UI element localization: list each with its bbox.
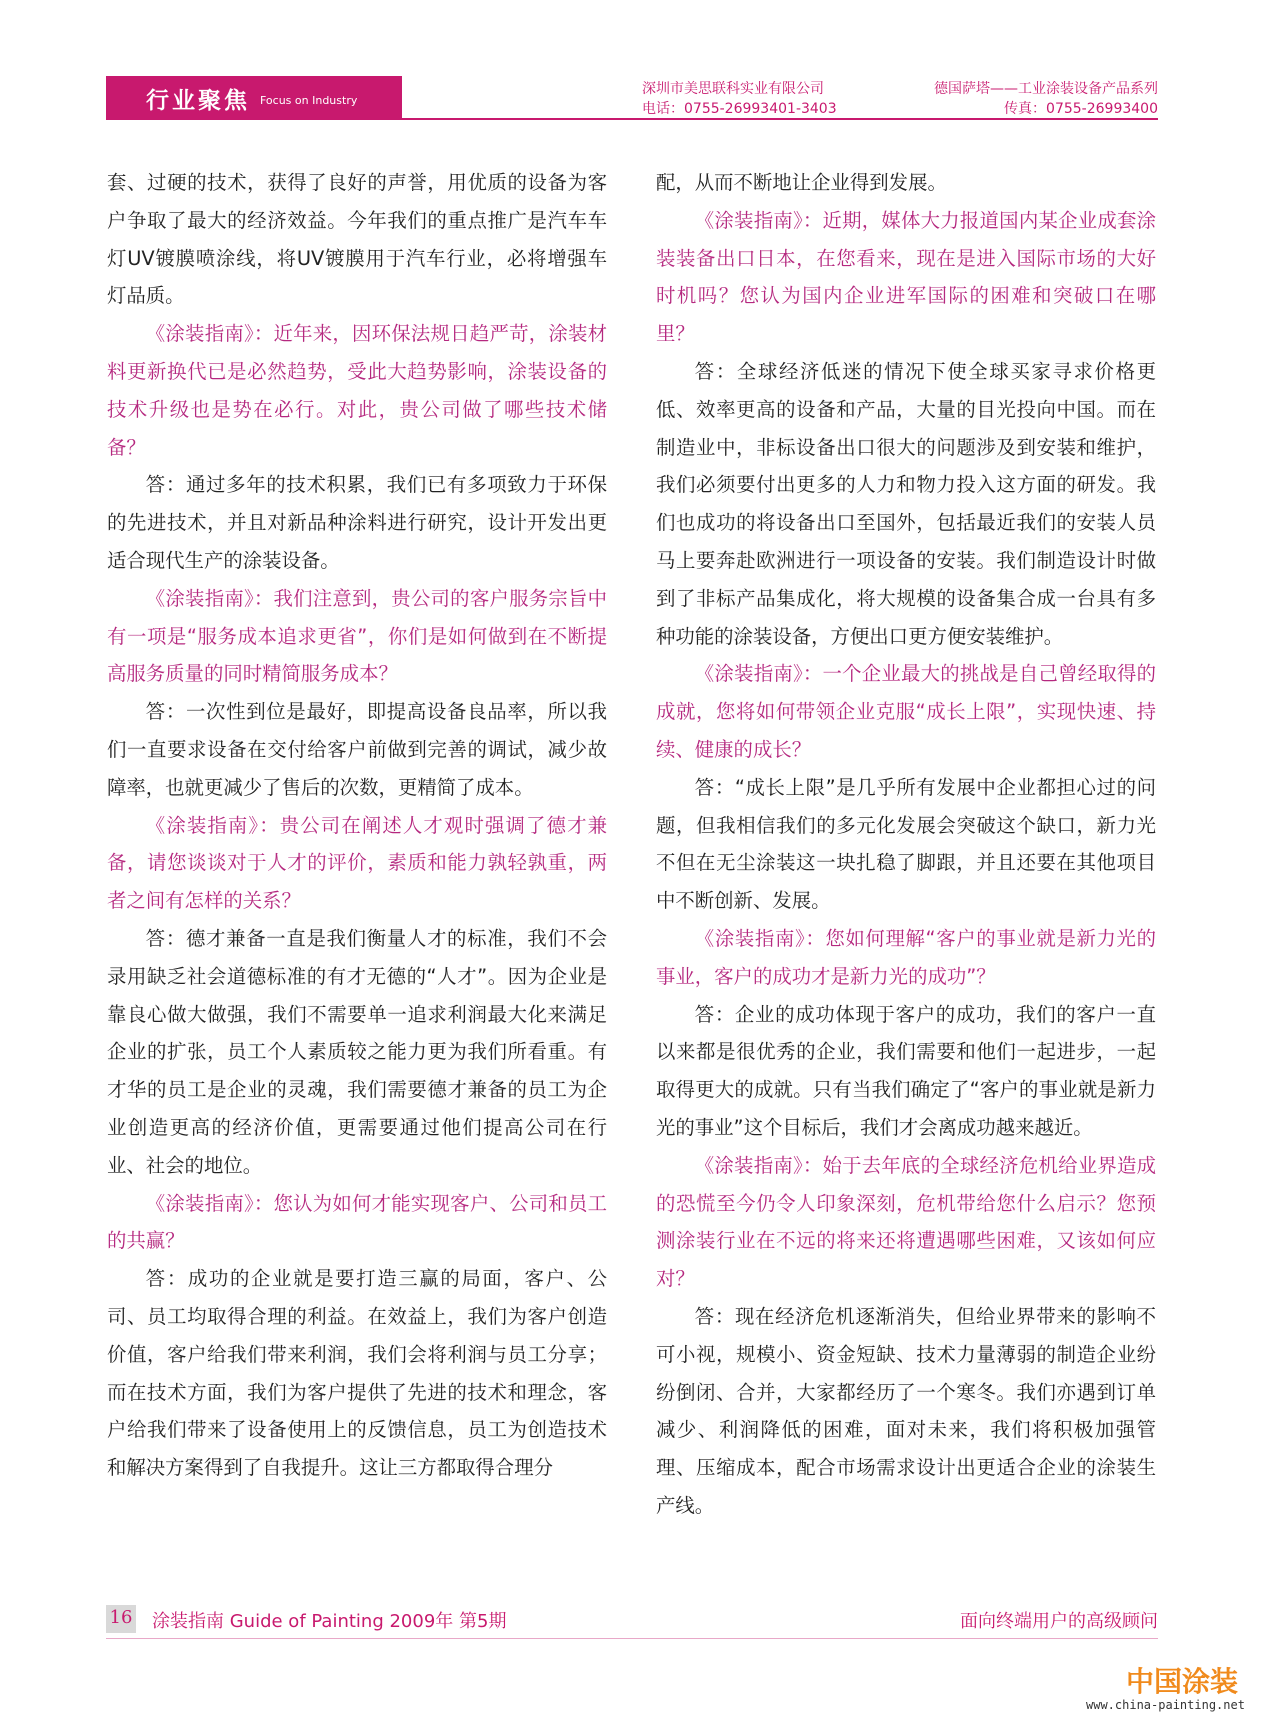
question-paragraph: 《涂装指南》：您如何理解“客户的事业就是新力光的事业，客户的成功才是新力光的成功”？ xyxy=(656,926,1156,988)
answer-paragraph: 答：通过多年的技术积累，我们已有多项致力于环保的先进技术，并且对新品种涂料进行研究，设计开发出更适合现代生产的涂装设备。 xyxy=(107,473,607,572)
company-name: 深圳市美思联科实业有限公司 xyxy=(642,81,824,97)
footer-slogan: 面向终端用户的高级顾问 xyxy=(960,1611,1158,1632)
answer-paragraph: 答：成功的企业就是要打造三赢的局面，客户、公司、员工均取得合理的利益。在效益上，我们为客户创造价值，客户给我们带来利润，我们会将利润与员工分享；而在技术方面，我们为客户提供了先进的技术和理念，客户给我们带来了设备使用上的反馈信息，员工为创造技术和解决方案得到了自我提升。这让三方都取得合理分 xyxy=(107,1267,607,1480)
left-column xyxy=(107,164,607,1487)
section-title: 行业聚焦 xyxy=(146,87,250,114)
paragraph: 套、过硬的技术，获得了良好的声誉，用优质的设备为客户争取了最大的经济效益。今年我们的重点推广是汽车车灯UV镀膜喷涂线，将UV镀膜用于汽车行业，必将增强车灯品质。 xyxy=(107,171,607,308)
watermark-url: www.china-painting.net xyxy=(1086,1698,1245,1712)
answer-paragraph: 答：德才兼备一直是我们衡量人才的标准，我们不会录用缺乏社会道德标准的有才无德的“人才”。因为企业是靠良心做大做强，我们不需要单一追求利润最大化来满足企业的扩张，员工个人素质较之能力更为我们所看重。有才华的员工是企业的灵魂，我们需要德才兼备的员工为企业创造更高的经济价值，更需要通过他们提高公司在行业、社会的地位。 xyxy=(107,926,607,1177)
product-line: 德国萨塔——工业涂装设备产品系列 xyxy=(934,81,1158,97)
answer-paragraph: 答：企业的成功体现于客户的成功，我们的客户一直以来都是很优秀的企业，我们需要和他们一起进步，一起取得更大的成就。只有当我们确定了“客户的事业就是新力光的事业”这个目标后，我们才会离成功越来越近。 xyxy=(656,1002,1156,1139)
question-paragraph: 《涂装指南》：我们注意到，贵公司的客户服务宗旨中有一项是“服务成本追求更省”，你们是如何做到在不断提高服务质量的同时精简服务成本？ xyxy=(107,586,607,686)
question-paragraph: 《涂装指南》：您认为如何才能实现客户、公司和员工的共赢？ xyxy=(107,1191,607,1253)
footer-rule xyxy=(106,1638,1158,1639)
right-column xyxy=(656,164,1156,1525)
page-number: 16 xyxy=(109,1607,133,1628)
journal-title: 涂装指南 Guide of Painting 2009年 第5期 xyxy=(152,1611,507,1632)
answer-paragraph: 答：现在经济危机逐渐消失，但给业界带来的影响不可小视，规模小、资金短缺、技术力量薄弱的制造企业纷纷倒闭、合并，大家都经历了一个寒冬。我们亦遇到订单减少、利润降低的困难，面对未来，我们将积极加强管理、压缩成本，配合市场需求设计出更适合企业的涂装生产线。 xyxy=(656,1304,1156,1517)
question-paragraph: 《涂装指南》：始于去年底的全球经济危机给业界造成的恐慌至今仍令人印象深刻，危机带给您什么启示？您预测涂装行业在不远的将来还将遭遇哪些困难，又该如何应对？ xyxy=(656,1153,1156,1291)
answer-paragraph: 答：“成长上限”是几乎所有发展中企业都担心过的问题，但我相信我们的多元化发展会突破这个缺口，新力光不但在无尘涂装这一块扎稳了脚跟，并且还要在其他项目中不断创新、发展。 xyxy=(656,775,1156,913)
question-paragraph: 《涂装指南》：近期，媒体大力报道国内某企业成套涂装装备出口日本，在您看来，现在是进入国际市场的大好时机吗？您认为国内企业进军国际的困难和突破口在哪里？ xyxy=(656,208,1156,346)
question-paragraph: 《涂装指南》：贵公司在阐述人才观时强调了德才兼备，请您谈谈对于人才的评价，素质和能力孰轻孰重，两者之间有怎样的关系？ xyxy=(107,813,607,913)
watermark-brand: 中国涂装 xyxy=(1126,1665,1239,1698)
company-phone: 电话：0755-26993401-3403 xyxy=(642,101,837,117)
question-paragraph: 《涂装指南》：近年来，因环保法规日趋严苛，涂装材料更新换代已是必然趋势，受此大趋势影响，涂装设备的技术升级也是势在必行。对此，贵公司做了哪些技术储备？ xyxy=(107,322,607,459)
question-paragraph: 《涂装指南》：一个企业最大的挑战是自己曾经取得的成就，您将如何带领企业克服“成长上限”，实现快速、持续、健康的成长？ xyxy=(656,662,1156,761)
answer-paragraph: 答：全球经济低迷的情况下使全球买家寻求价格更低、效率更高的设备和产品，大量的目光投向中国。而在制造业中，非标设备出口很大的问题涉及到安装和维护，我们必须要付出更多的人力和物力投入这方面的研发。我们也成功的将设备出口至国外，包括最近我们的安装人员马上要奔赴欧洲进行一项设备的安装。我们制造设计时做到了非标产品集成化，将大规模的设备集合成一台具有多种功能的涂装设备，方便出口更方便安装维护。 xyxy=(656,359,1156,648)
section-title-en: Focus on Industry xyxy=(260,94,358,107)
answer-paragraph: 答：一次性到位是最好，即提高设备良品率，所以我们一直要求设备在交付给客户前做到完善的调试，减少故障率，也就更减少了售后的次数，更精简了成本。 xyxy=(107,700,607,799)
paragraph: 配，从而不断地让企业得到发展。 xyxy=(656,171,947,194)
company-fax: 传真：0755-26993400 xyxy=(1004,101,1158,117)
header-rule xyxy=(106,118,1158,120)
